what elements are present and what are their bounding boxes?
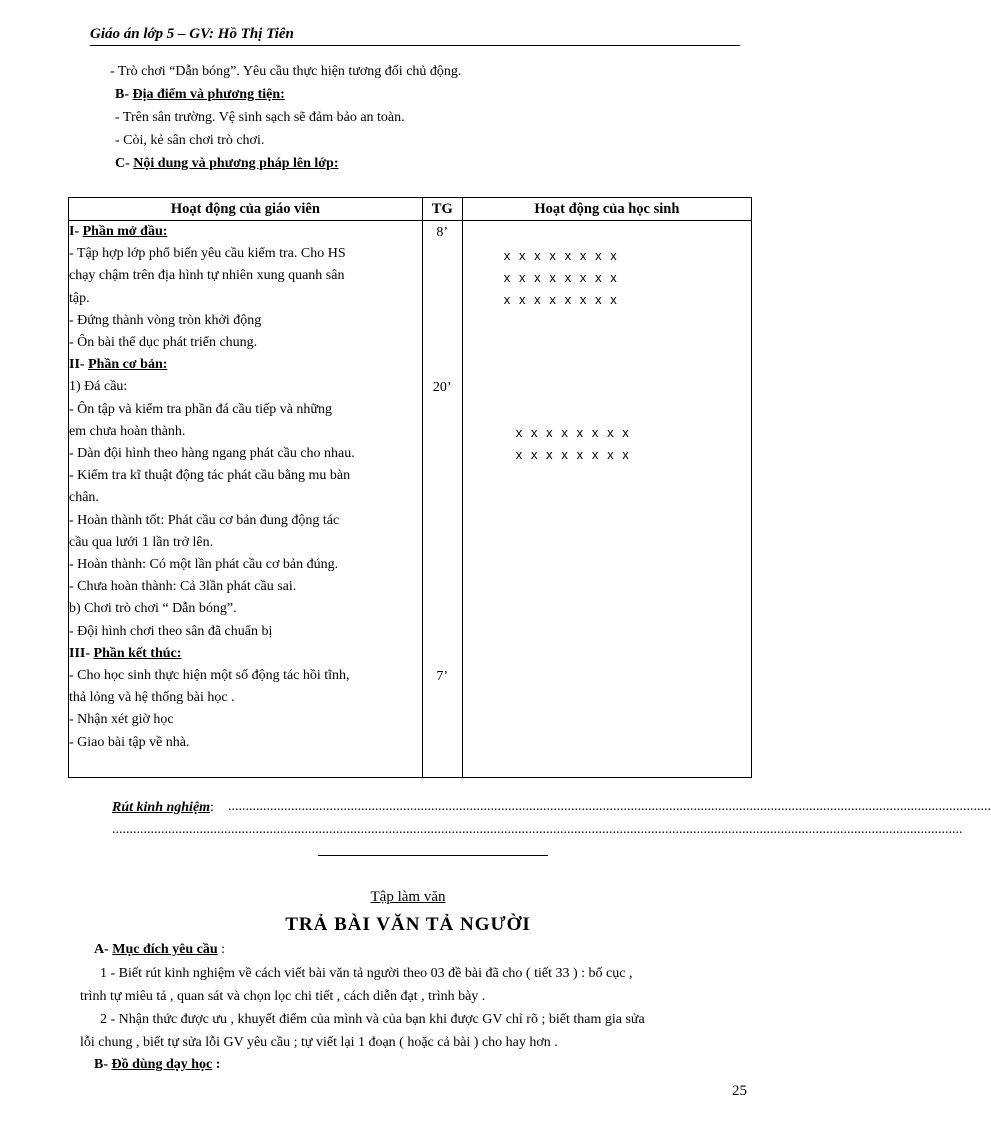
- list-item: - Kiểm tra kĩ thuật động tác phát cầu bằng mu bàn: [69, 468, 351, 484]
- lesson-subject: Tập làm văn: [370, 889, 446, 905]
- list-item: b) Chơi trò chơi “ Dẫn bóng”.: [69, 601, 237, 617]
- list-item: - Giao bài tập về nhà.: [69, 734, 190, 750]
- list-item: thả lỏng và hệ thống bài học .: [69, 690, 235, 706]
- list-item: - Tập hợp lớp phổ biến yêu cầu kiểm tra. Cho HS: [69, 246, 346, 262]
- student-header: Hoạt động của học sinh: [462, 198, 751, 221]
- list-item: chạy chậm trên địa hình tự nhiên xung quanh sân: [69, 268, 345, 284]
- formation-row: x x x x x x x x: [515, 425, 630, 440]
- lesson-section-b-heading: B- Đồ dùng dạy học :: [94, 1057, 221, 1072]
- section-c-heading: C- Nội dung và phương pháp lên lớp:: [115, 156, 339, 171]
- review-label: Rút kinh nghiệm:: [112, 800, 214, 815]
- list-item: cầu qua lưới 1 lần trở lên.: [69, 534, 214, 550]
- list-item: - Hoàn thành: Có một lần phát cầu cơ bản đúng.: [69, 557, 339, 573]
- teacher-header: Hoạt động của giáo viên: [69, 198, 423, 221]
- list-item: - Chưa hoàn thành: Cả 3lần phát cầu sai.: [69, 579, 297, 595]
- review-dotted-line: ...................................................................................................................................................................................................................................................: [112, 822, 963, 837]
- teacher-activities: [69, 221, 423, 778]
- list-item: - Đội hình chơi theo sân đã chuẩn bị: [69, 623, 273, 639]
- time-column: [422, 221, 462, 778]
- list-item: - Cho học sinh thực hiện một số động tác hồi tĩnh,: [69, 668, 350, 684]
- part1-heading: I- Phần mở đầu:: [69, 224, 168, 239]
- list-item: - Nhận xét giờ học: [69, 712, 174, 728]
- list-item: - Ôn tập và kiểm tra phần đá cầu tiếp và những: [69, 401, 332, 417]
- b-item-1: - Trên sân trường. Vệ sinh sạch sẽ đảm bảo an toàn.: [115, 110, 405, 125]
- part3-time: 7’: [436, 669, 449, 684]
- part2-heading: II- Phần cơ bản:: [69, 357, 168, 373]
- lesson-a-line-3: 2 - Nhận thức được ưu , khuyết điểm của mình và của bạn khi được GV chỉ rõ ; biết tham gia sửa: [100, 1012, 645, 1027]
- part1-time: 8’: [436, 225, 449, 240]
- review-dotted-line: ..........................................................................................................................................................................................................................: [228, 799, 991, 814]
- list-item: em chưa hoàn thành.: [69, 423, 186, 439]
- lesson-section-a-heading: A- Mục đích yêu cầu :: [94, 942, 226, 957]
- list-item: chân.: [69, 490, 99, 506]
- lesson-a-line-1: 1 - Biết rút kinh nghiệm về cách viết bài văn tả người theo 03 đề bài đã cho ( tiết 33 ) : bố cục ,: [100, 966, 633, 981]
- time-header: TG: [422, 198, 462, 221]
- student-formations: [462, 221, 751, 778]
- lesson-title: TRẢ BÀI VĂN TẢ NGƯỜI: [285, 914, 531, 935]
- table-body-row: [69, 221, 752, 778]
- list-item: - Hoàn thành tốt: Phát cầu cơ bản đung động tác: [69, 512, 340, 528]
- page-header: Giáo án lớp 5 – GV: Hồ Thị Tiên: [90, 26, 740, 46]
- list-item: - Ôn bài thể dục phát triển chung.: [69, 335, 258, 351]
- lesson-plan-table: [68, 197, 752, 778]
- formation-row: x x x x x x x x: [503, 248, 618, 263]
- lesson-a-line-4: lỗi chung , biết tự sửa lỗi GV yêu cầu ; tự viết lại 1 đoạn ( hoặc cả bài ) cho hay hơn .: [80, 1035, 558, 1050]
- section-b-heading: B- Địa điểm và phương tiện:: [115, 87, 285, 102]
- intro-line: - Trò chơi “Dẫn bóng”. Yêu cầu thực hiện tương đối chủ động.: [110, 64, 462, 79]
- lesson-a-line-2: trình tự miêu tả , quan sát và chọn lọc chi tiết , cách diễn đạt , trình bày .: [80, 989, 486, 1004]
- formation-row: x x x x x x x x: [503, 270, 618, 285]
- section-divider: [318, 855, 548, 856]
- list-item: 1) Đá cầu:: [69, 379, 128, 395]
- b-item-2: - Còi, kẻ sân chơi trò chơi.: [115, 133, 265, 148]
- formation-row: x x x x x x x x: [503, 292, 618, 307]
- page-number: 25: [732, 1083, 747, 1099]
- formation-row: x x x x x x x x: [515, 447, 630, 462]
- part2-time: 20’: [432, 380, 452, 395]
- list-item: - Đứng thành vòng tròn khởi động: [69, 312, 262, 328]
- table-header-row: [69, 198, 752, 221]
- part3-heading: III- Phần kết thúc:: [69, 645, 182, 661]
- list-item: - Dàn đội hình theo hàng ngang phát cầu cho nhau.: [69, 446, 355, 462]
- list-item: tập.: [69, 290, 90, 306]
